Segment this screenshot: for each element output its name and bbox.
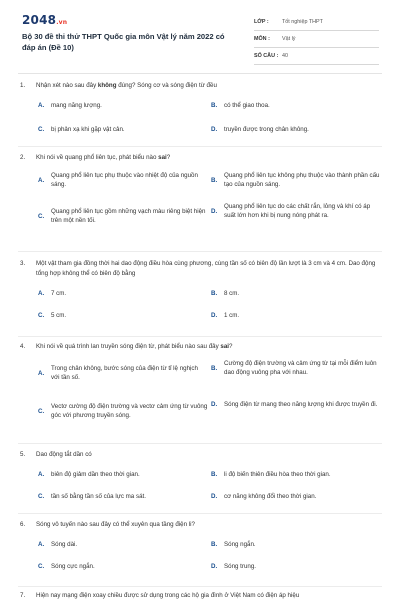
option-letter: D. xyxy=(211,311,218,319)
option-a[interactable] xyxy=(38,540,198,550)
meta-value-question-count: 40 xyxy=(282,53,288,59)
option-letter: A. xyxy=(38,289,45,297)
question-number: 1. xyxy=(20,82,26,89)
option-b[interactable] xyxy=(211,359,381,378)
option-text: Sóng cực ngắn. xyxy=(51,562,95,570)
question-stem xyxy=(20,153,382,163)
option-text: Cường độ điện trường và cảm ứng từ tại mỗi điểm luôn dao động vuông pha với nhau. xyxy=(224,359,377,377)
stem-text: Khi nói về quá trình lan truyền sóng điện từ, phát biểu nào sau đây xyxy=(36,343,221,350)
option-text: Quang phổ liên tục do các chất rắn, lỏng và khí có áp suất lớn hơn khi bị nung nóng phát ra. xyxy=(224,202,371,220)
option-text: 1 cm. xyxy=(224,311,240,319)
option-a[interactable] xyxy=(38,289,198,299)
question-separator xyxy=(18,336,382,337)
option-letter: C. xyxy=(38,493,45,501)
question-stem xyxy=(20,81,382,91)
option-letter: C. xyxy=(38,212,45,220)
meta-row-subject xyxy=(254,31,379,48)
question-number: 7. xyxy=(20,592,26,599)
option-text: tần số bằng tần số của lực ma sát. xyxy=(51,492,146,500)
option-b[interactable] xyxy=(211,470,381,480)
stem-text: Nhận xét nào sau đây xyxy=(36,82,98,89)
option-a[interactable] xyxy=(38,364,208,383)
option-text: Quang phổ liên tục gồm những vạch màu riêng biệt hiện trên một nền tối. xyxy=(51,207,206,225)
question-number: 6. xyxy=(20,521,26,528)
option-letter: B. xyxy=(211,289,218,297)
question-6 xyxy=(20,520,382,584)
header-divider xyxy=(18,73,382,74)
question-separator xyxy=(18,443,382,444)
option-b[interactable] xyxy=(211,171,381,190)
question-stem xyxy=(20,450,382,460)
question-number: 3. xyxy=(20,260,26,267)
options-list xyxy=(20,536,382,584)
option-letter: C. xyxy=(38,407,45,415)
question-stem xyxy=(20,520,382,530)
option-text: Quang phổ liên tục phụ thuộc vào nhiệt độ của nguồn sáng. xyxy=(51,171,198,189)
question-2 xyxy=(20,153,382,249)
meta-row-question-count xyxy=(254,48,379,65)
meta-key-class: LỚP : xyxy=(254,19,269,25)
options-list xyxy=(20,97,382,145)
option-letter: A. xyxy=(38,541,45,549)
option-text: Sóng dài. xyxy=(51,540,78,548)
option-text: li độ biến thiên điều hòa theo thời gian. xyxy=(224,470,331,478)
stem-text-end: ? xyxy=(166,154,171,161)
option-a[interactable] xyxy=(38,101,198,111)
option-letter: C. xyxy=(38,311,45,319)
stem-text: Một vật tham gia đồng thời hai dao động điều hòa cùng phương, cùng tần số có biên độ lần lượt là 3 cm và 4 cm. Dao động tổng hợp không thể có biên độ bằng xyxy=(36,260,376,277)
options-list xyxy=(20,466,382,512)
question-4 xyxy=(20,342,382,438)
meta-row-class xyxy=(254,14,379,31)
option-letter: B. xyxy=(211,102,218,110)
option-c[interactable] xyxy=(38,125,198,135)
meta-value-subject: Vật lý xyxy=(282,36,296,42)
option-letter: D. xyxy=(211,207,218,215)
meta-key-question-count: SỐ CÂU : xyxy=(254,53,279,59)
option-text: mang năng lượng. xyxy=(51,101,102,109)
question-stem xyxy=(20,342,382,352)
stem-emphasis: sai xyxy=(158,154,167,161)
option-c[interactable] xyxy=(38,562,198,572)
option-letter: B. xyxy=(211,541,218,549)
option-letter: B. xyxy=(211,176,218,184)
stem-text: Sóng vô tuyến nào sau đây có thể xuyên qua tầng điện li? xyxy=(36,521,195,528)
option-letter: D. xyxy=(211,563,218,571)
exam-meta-table xyxy=(254,14,379,65)
option-a[interactable] xyxy=(38,171,208,190)
question-stem xyxy=(20,591,382,600)
logo-main-text: 2048 xyxy=(22,13,57,27)
site-logo[interactable] xyxy=(22,13,67,27)
question-separator xyxy=(18,513,382,514)
option-letter: C. xyxy=(38,563,45,571)
options-list xyxy=(20,285,382,333)
stem-text-end: đúng? Sóng cơ và sóng điện từ đều xyxy=(116,82,217,89)
question-5 xyxy=(20,450,382,512)
option-text: có thể giao thoa. xyxy=(224,101,270,109)
exam-title: Bộ 30 đề thi thử THPT Quốc gia môn Vật lý năm 2022 có đáp án (Đề 10) xyxy=(22,32,225,52)
meta-key-subject: MÔN : xyxy=(254,36,270,42)
stem-text: Dao động tắt dần có xyxy=(36,451,92,458)
option-letter: B. xyxy=(211,364,218,372)
option-letter: B. xyxy=(211,471,218,479)
question-number: 5. xyxy=(20,451,26,458)
option-d[interactable] xyxy=(211,400,381,410)
question-3 xyxy=(20,259,382,333)
option-b[interactable] xyxy=(211,101,381,111)
option-letter: D. xyxy=(211,401,218,409)
options-list xyxy=(20,358,382,438)
option-text: 5 cm. xyxy=(51,311,67,319)
option-letter: A. xyxy=(38,102,45,110)
stem-text-end: ? xyxy=(229,343,233,350)
option-text: biên độ giảm dần theo thời gian. xyxy=(51,470,140,478)
option-d[interactable] xyxy=(211,125,381,135)
option-text: Trong chân không, bước sóng của điện từ tỉ lệ nghịch với tần số. xyxy=(51,364,198,382)
option-text: Quang phổ liên tục không phụ thuộc vào thành phần cấu tạo của nguồn sáng. xyxy=(224,171,380,189)
stem-text: Hiện nay mạng điện xoay chiều được sử dụng trong các hộ gia đình ở Việt Nam có điện áp hiệu xyxy=(36,592,300,599)
stem-emphasis: sai xyxy=(220,343,230,350)
option-text: truyền được trong chân không. xyxy=(224,125,309,133)
option-text: cơ năng không đổi theo thời gian. xyxy=(224,492,317,500)
option-letter: D. xyxy=(211,126,218,134)
option-d[interactable] xyxy=(211,311,381,321)
question-separator xyxy=(18,586,382,587)
option-b[interactable] xyxy=(211,540,381,550)
question-separator xyxy=(18,251,382,252)
option-letter: D. xyxy=(211,493,218,501)
option-letter: C. xyxy=(38,126,45,134)
question-1 xyxy=(20,81,382,145)
option-c[interactable] xyxy=(38,492,198,502)
document-header xyxy=(0,0,400,66)
option-text: Sóng trung. xyxy=(224,562,256,570)
option-text: 7 cm. xyxy=(51,289,67,297)
option-letter: A. xyxy=(38,471,45,479)
question-number: 4. xyxy=(20,343,26,350)
option-c[interactable] xyxy=(38,402,208,421)
option-letter: A. xyxy=(38,369,45,377)
question-stem xyxy=(20,259,382,279)
option-text: bị phản xạ khi gặp vật cản. xyxy=(51,125,125,133)
logo-suffix-text: .vn xyxy=(56,19,68,26)
question-separator xyxy=(18,146,382,147)
question-7 xyxy=(20,591,382,600)
stem-text: Khi nói về quang phổ liên tục, phát biểu nào xyxy=(36,154,159,161)
options-list xyxy=(20,169,382,249)
option-d[interactable] xyxy=(211,492,381,502)
option-a[interactable] xyxy=(38,470,198,480)
question-number: 2. xyxy=(20,154,26,161)
meta-value-class: Tốt nghiệp THPT xyxy=(282,19,323,25)
option-text: Vectơ cường độ điện trường và vectơ cảm ứng từ vuông góc với phương truyền sóng. xyxy=(51,402,208,420)
option-text: 8 cm. xyxy=(224,289,240,297)
option-c[interactable] xyxy=(38,207,208,226)
stem-emphasis: không xyxy=(97,82,117,89)
option-d[interactable] xyxy=(211,202,381,221)
option-d[interactable] xyxy=(211,562,381,572)
option-b[interactable] xyxy=(211,289,381,299)
option-c[interactable] xyxy=(38,311,198,321)
option-letter: A. xyxy=(38,176,45,184)
option-text: Sóng ngắn. xyxy=(224,540,256,548)
option-text: Sóng điện từ mang theo năng lượng khi được truyền đi. xyxy=(224,400,378,408)
